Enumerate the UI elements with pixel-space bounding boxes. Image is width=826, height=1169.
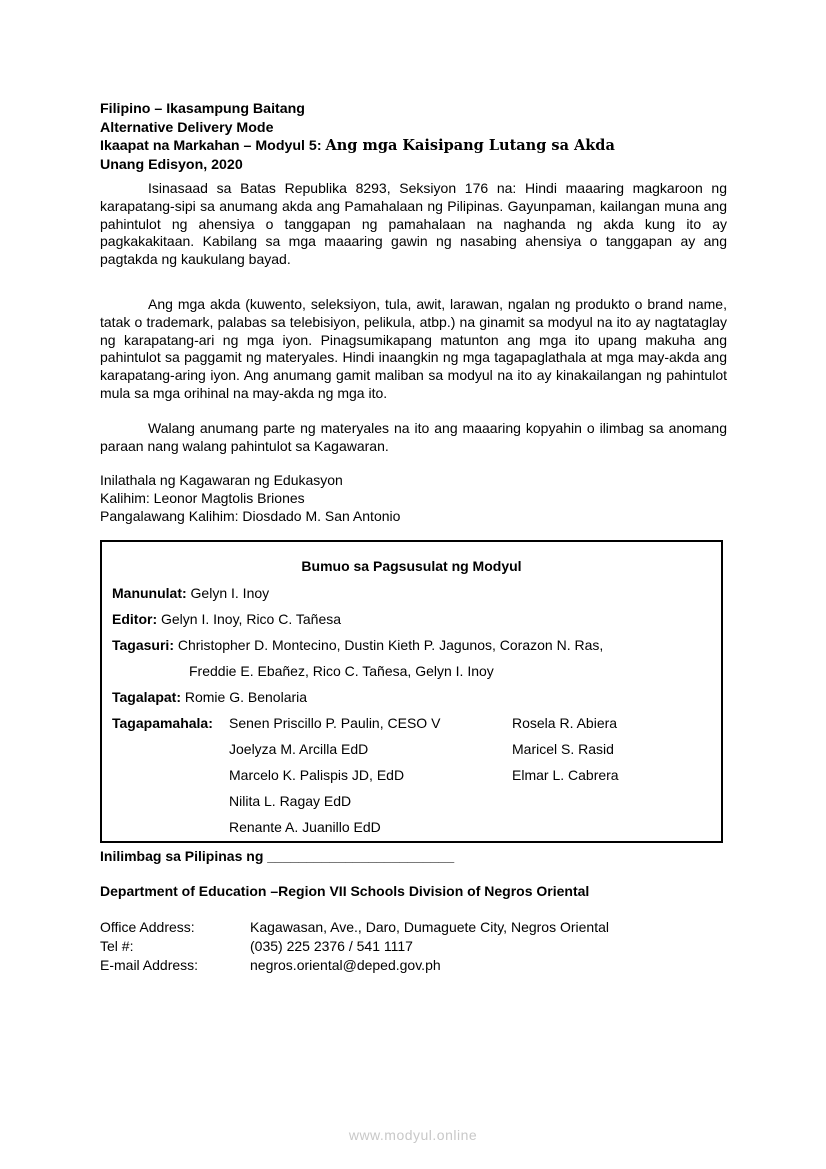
reviewer-row-cont: Freddie E. Ebañez, Rico C. Tañesa, Gelyn I. Inoy bbox=[189, 663, 494, 679]
layout-artist-row: Tagalapat: Romie G. Benolaria bbox=[112, 689, 308, 705]
editor-row: Editor: Gelyn I. Inoy, Rico C. Tañesa bbox=[112, 611, 342, 627]
copyright-paragraph-3: Walang anumang parte ng materyales na ito ang maaaring kopyahin o ilimbag sa anomang paraan nang walang pahintulot sa Kagawaran. bbox=[100, 420, 727, 454]
module-name: Ang mga Kaisipang Lutang sa Akda bbox=[325, 137, 615, 154]
copyright-page bbox=[100, 100, 727, 973]
undersecretary-line: Pangalawang Kalihim: Diosdado M. San Antonio bbox=[100, 508, 401, 524]
office-address-row: Office Address: Kagawasan, Ave., Daro, Dumaguete City, Negros Oriental bbox=[100, 919, 609, 935]
reviewer-row: Tagasuri: Christopher D. Montecino, Dustin Kieth P. Jagunos, Corazon N. Ras, bbox=[112, 637, 604, 653]
deped-division: Department of Education –Region VII Schools Division of Negros Oriental bbox=[100, 883, 590, 899]
contact-info bbox=[100, 918, 609, 975]
delivery-mode: Alternative Delivery Mode bbox=[100, 119, 274, 136]
document-header bbox=[100, 100, 727, 174]
email-row: E-mail Address: negros.oriental@deped.gov.ph bbox=[100, 957, 441, 973]
writer-row: Manunulat: Gelyn I. Inoy bbox=[112, 585, 270, 601]
publisher-info bbox=[100, 471, 400, 525]
copyright-paragraph-1: Isinasaad sa Batas Republika 8293, Seksiyon 176 na: Hindi maaaring magkaroon ng karapatang-sipi sa anumang akda ang Pamahalaan ng Pilipinas. Gayunpaman, kailangan muna ang pahintulot ng ahensiya o tanggapan ng pamahalaan na naghanda ng akda kung ito ay pagkakakitaan. Kabilang sa mga maaaring gawin ng nasabing ahensiya o tanggapan ay ang pagtakda ng kaukulang bayad. bbox=[100, 180, 727, 268]
credits-box bbox=[100, 540, 723, 843]
module-title: Ikaapat na Markahan – Modyul 5: Ang mga Kaisipang Lutang sa Akda bbox=[100, 137, 615, 154]
tel-row: Tel #: (035) 225 2376 / 541 1117 bbox=[100, 938, 413, 954]
printed-by-line: Inilimbag sa Pilipinas ng ________________________ bbox=[100, 848, 455, 864]
subject-grade: Filipino – Ikasampung Baitang bbox=[100, 101, 305, 117]
management-row: Nilita L. Ragay EdD bbox=[229, 793, 352, 809]
management-row: Marcelo K. Palispis JD, EdD Elmar L. Cabrera bbox=[229, 767, 619, 783]
secretary-line: Kalihim: Leonor Magtolis Briones bbox=[100, 490, 305, 506]
watermark: www.modyul.online bbox=[348, 1127, 478, 1143]
publisher-line: Inilathala ng Kagawaran ng Edukasyon bbox=[100, 472, 343, 488]
management-row: Joelyza M. Arcilla EdD Maricel S. Rasid bbox=[229, 741, 614, 757]
management-row: Tagapamahala: Senen Priscillo P. Paulin, CESO V Rosela R. Abiera bbox=[112, 715, 618, 731]
credits-title: Bumuo sa Pagsusulat ng Modyul bbox=[301, 558, 522, 574]
edition: Unang Edisyon, 2020 bbox=[100, 156, 243, 173]
management-row: Renante A. Juanillo EdD bbox=[229, 819, 381, 835]
copyright-paragraph-2: Ang mga akda (kuwento, seleksiyon, tula, awit, larawan, ngalan ng produkto o brand name, tatak o trademark, palabas sa telebisiyon, pelikula, atbp.) na ginamit sa modyul na ito ay nagtataglay ng karapatang-ari ng mga iyon. Pinagsumikapang matunton ang mga ito upang makuha ang pahintulot sa paggamit ng materyales. Hindi inaangkin ng mga tagapaglathala at mga may-akda ang karapatang-aring iyon. Ang anumang gamit maliban sa modyul na ito ay kinakailangan ng pahintulot mula sa mga orihinal na may-akda ng mga ito. bbox=[100, 296, 727, 401]
